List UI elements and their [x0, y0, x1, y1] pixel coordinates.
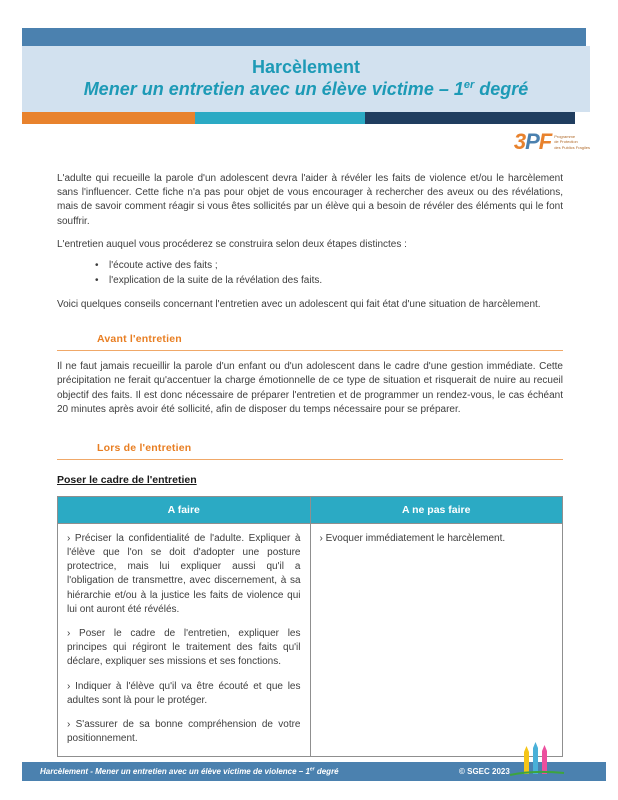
footer-title-sup: er: [309, 766, 315, 773]
intro-paragraph-2: L'entretien auquel vous procéderez se construira selon deux étapes distinctes :: [57, 238, 407, 250]
document-body: [57, 172, 563, 757]
footer-document-title: [22, 767, 339, 776]
intro-paragraph-1: L'adulte qui recueille la parole d'un adolescent devra l'aider à révéler les faits de violence et/ou le harcèlement sans l'influencer. Cette fiche n'a pas pour objet de vous encourager à rechercher des aveux ou des révélations, mais de savoir comment réagir si vous êtes sollicités par un élève qui a besoin de révéler des éléments qui le font souffrir.: [57, 173, 563, 227]
section-heading-avant-label: Avant l'entretien: [97, 333, 182, 346]
table-row: [58, 523, 563, 756]
avant-paragraph: Il ne faut jamais recueillir la parole d'un enfant ou d'un adolescent dans le cadre d'une gestion immédiate. Cette précipitation ne ferait qu'accentuer la charge émotionnelle de ce type de situation et risquerait de nuire au recueil objectif des faits. Il est donc nécessaire de préparer l'entretien et de programmer un rendez-vous, le cas échéant 20 minutes après avoir été sollicité, afin de disposer du temps nécessaire pour se préparer.: [57, 361, 563, 415]
subheading-poser-cadre: Poser le cadre de l'entretien: [57, 473, 197, 486]
header-color-band: [22, 112, 575, 124]
table-cell-dont: [310, 523, 563, 756]
footer-copyright: © SGEC 2023: [459, 767, 510, 776]
dont-item: › Evoquer immédiatement le harcèlement.: [319, 532, 506, 544]
logo-3pf-letter-3: 3: [513, 129, 526, 154]
logo-3pf-caption-line: Programme: [554, 134, 576, 140]
do-item: › Poser le cadre de l'entretien, expliquer les principes qui régiront le traitement des faits qu'il déclare, expliquer ses missions et ses fonctions.: [67, 628, 301, 668]
footer-title-text: Harcèlement - Mener un entretien avec un élève victime de violence – 1: [40, 767, 310, 776]
do-item: › S'assurer de sa bonne compréhension de votre positionnement.: [67, 718, 301, 745]
page-subtitle-sup: er: [463, 79, 475, 92]
list-item: • l'explication de la suite de la révélation des faits.: [57, 273, 563, 289]
steps-list: [57, 258, 563, 289]
header-top-band: [22, 28, 586, 46]
logo-3pf-letter-f: F: [538, 129, 552, 154]
page-subtitle: [84, 78, 529, 101]
intro-paragraph-3: Voici quelques conseils concernant l'entretien avec un adolescent qui fait état d'une situation de harcèlement.: [57, 298, 541, 310]
advice-table: [57, 496, 563, 757]
table-header-do: A faire: [58, 496, 311, 523]
footer-title-end: degré: [314, 767, 339, 776]
logo-3pf-mark-icon: [514, 131, 551, 153]
logo-3pf-caption: [554, 134, 590, 150]
logo-3pf-caption-line: des Publics Fragiles: [554, 144, 590, 150]
section-heading-avant: [57, 329, 563, 351]
section-heading-lors: [57, 438, 563, 460]
table-cell-do: [58, 523, 311, 756]
table-header-dont: A ne pas faire: [310, 496, 563, 523]
section-heading-lors-label: Lors de l'entretien: [97, 441, 192, 454]
page-subtitle-text: Mener un entretien avec un élève victime – 1: [83, 79, 464, 100]
logo-3pf: [514, 131, 590, 153]
list-item: • l'écoute active des faits ;: [57, 258, 563, 274]
table-header-row: [58, 496, 563, 523]
page-subtitle-end: degré: [474, 79, 529, 100]
do-item: › Préciser la confidentialité de l'adulte. Expliquer à l'élève que l'on se doit d'adopter une posture protectrice, mais lui expliquer aussi qu'il a l'obligation de transmettre, avec discernement, à sa hiérarchie et/ou à la justice les faits de violence qui lui ont auront été révélés.: [67, 532, 301, 615]
header-title-band: [22, 46, 590, 112]
color-band-orange: [22, 112, 195, 124]
page-title: Harcèlement: [251, 56, 361, 77]
logo-3pf-letter-p: P: [525, 129, 539, 154]
color-band-navy: [365, 112, 575, 124]
logo-3pf-caption-line: de Protection: [554, 139, 578, 145]
do-item: › Indiquer à l'élève qu'il va être écouté et que les adultes sont là pour le protéger.: [67, 680, 301, 706]
enseignement-catholique-logo-icon: [498, 742, 568, 784]
color-band-teal: [195, 112, 365, 124]
